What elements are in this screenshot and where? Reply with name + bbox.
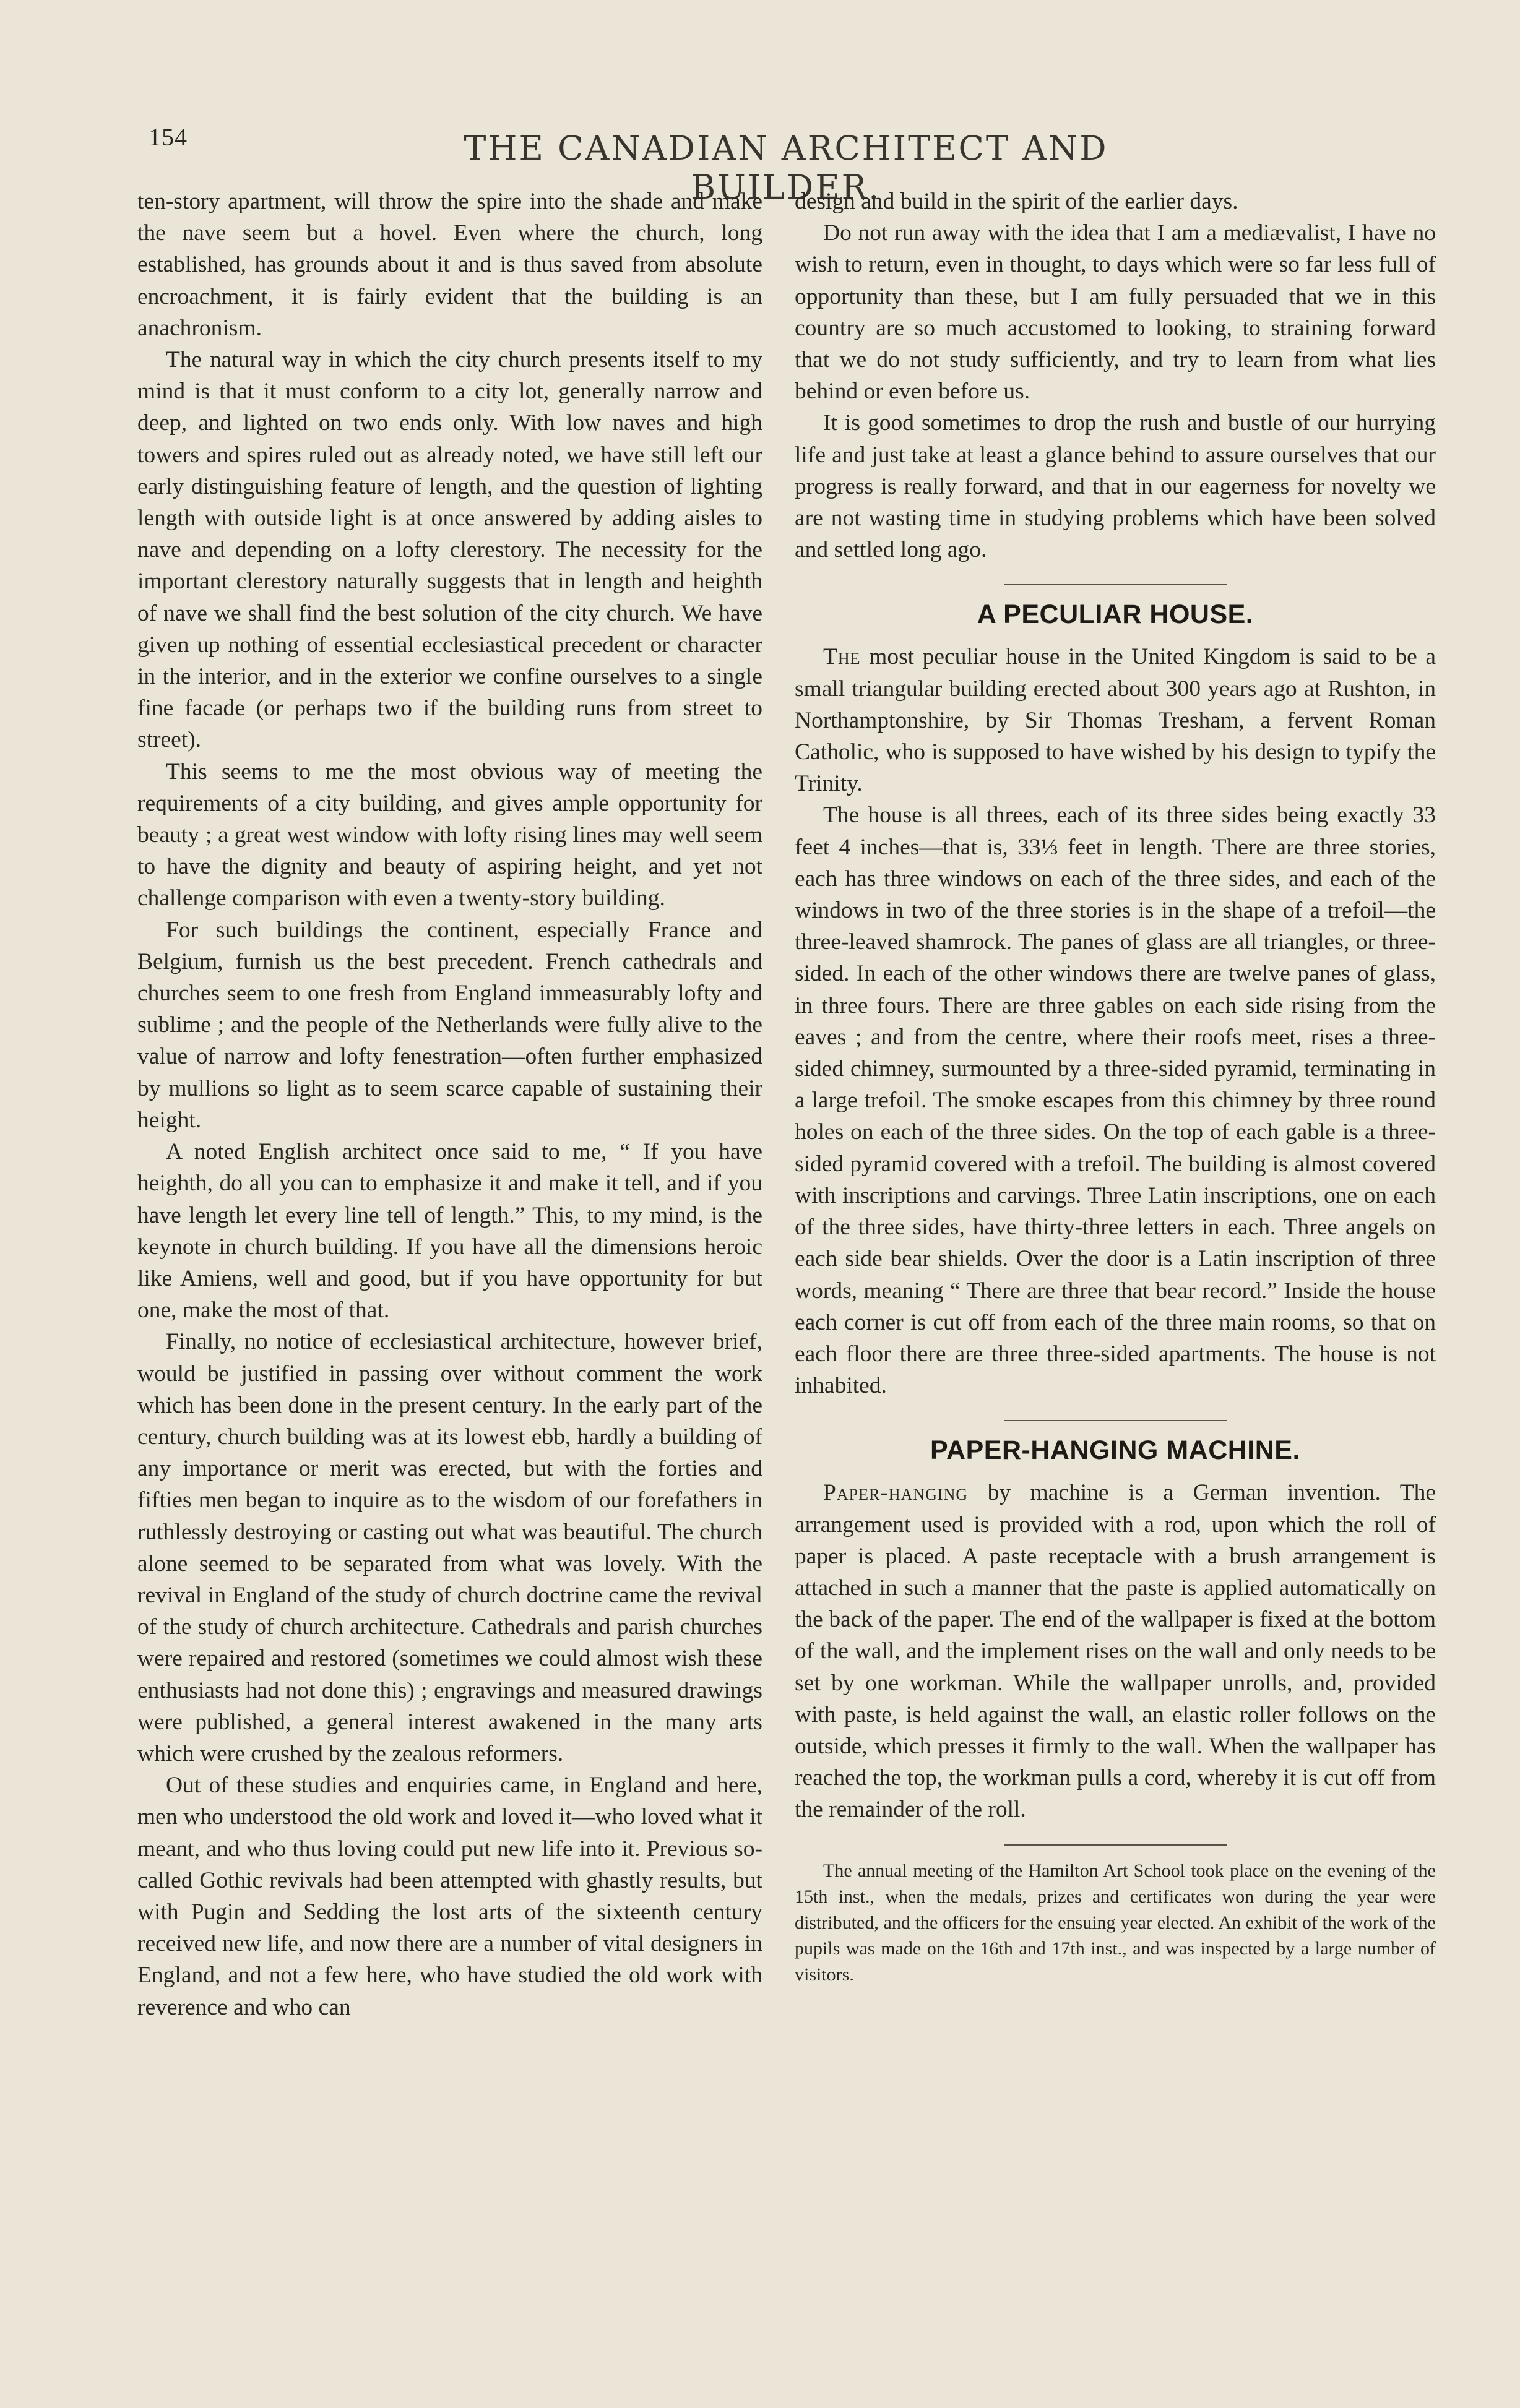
paragraph	[795, 641, 1436, 799]
paragraph: Do not run away with the idea that I am a mediævalist, I have no wish to return, even in thought, to days which were so far less full of opportunity than these, but I am fully persuaded that we in this country are so much accustomed to looking, to straining forward that we do not study sufficiently, and try to learn from what lies behind or even before us.	[795, 220, 1436, 405]
article-heading-peculiar-house: A PECULIAR HOUSE.	[977, 600, 1254, 630]
page-number: 154	[149, 123, 188, 151]
paragraph: The natural way in which the city church presents itself to my mind is that it must conform to a city lot, generally narrow and deep, and lighted on two ends only. With low naves and high towers and spires ruled out as already noted, we have still left our early distinguishing feature of length, and the question of lighting length with outside light is at once answered by adding aisles to nave and depending on a lofty clerestory. The necessity for the important clerestory naturally suggests that in length and heighth of nave we shall find the best solution of the city church. We have given up nothing of essential ecclesiastical precedent or character in the interior, and in the exterior we confine ourselves to a single fine facade (or perhaps two if the building runs from street to street).	[137, 347, 762, 753]
section-divider	[1004, 1844, 1227, 1846]
paragraph	[795, 1477, 1436, 1825]
section-divider	[1004, 1420, 1227, 1421]
lead-in: The	[823, 644, 861, 670]
paragraph: This seems to me the most obvious way of meeting the requirements of a city building, and gives ample opportunity for beauty ; a great west window with lofty rising lines may well seem to have the dignity and beauty of aspiring height, and yet not challenge comparison with even a twenty-story building.	[137, 759, 762, 911]
running-head: THE CANADIAN ARCHITECT AND BUILDER.	[464, 129, 1108, 207]
paragraph: For such buildings the continent, especially France and Belgium, furnish us the best precedent. French cathedrals and churches seem to one fresh from England immeasurably lofty and sublime ; and the people of the Netherlands were fully alive to the value of narrow and lofty fenestration—often further emphasized by mullions so light as to seem scarce capable of sustaining their height.	[137, 917, 762, 1133]
paragraph: design and build in the spirit of the earlier days.	[795, 189, 1238, 214]
paragraph-text: by machine is a German invention. The arrangement used is provided with a rod, upon which the roll of paper is placed. A paste receptacle with a brush arrangement is attached in such a manner that the paste is applied automatically on the back of the paper. The end of the wallpaper is fixed at the bottom of the wall, and the implement rises on the wall and only needs to be set by one workman. While the wallpaper unrolls, and, provided with paste, is held against the wall, an elastic roller follows on the outside, which presses it firmly to the wall. When the wallpaper has reached the top, the workman pulls a cord, whereby it is cut off from the remainder of the roll.	[795, 1480, 1436, 1823]
lead-in: Paper-hanging	[823, 1480, 969, 1506]
left-column	[137, 186, 762, 2023]
article-heading-paper-hanging-machine: PAPER-HANGING MACHINE.	[930, 1435, 1300, 1466]
paragraph: Out of these studies and enquiries came, in England and here, men who understood the old work and loved it—who loved what it meant, and who thus loving could put new life into it. Previous so-called Gothic revivals had been attempted with ghastly results, but with Pugin and Sedding the lost arts of the sixteenth century received new life, and now there are a number of vital designers in England, and not a few here, who have studied the old work with reverence and who can	[137, 1773, 762, 2020]
paragraph: The house is all threes, each of its three sides being exactly 33 feet 4 inches—that is, 33⅓ feet in length. There are three stories, each has three windows on each of the three sides, and each of the windows in two of the three stories is in the shape of a trefoil—the three-leaved shamrock. The panes of glass are all triangles, or three-sided. In each of the other windows there are twelve panes of glass, in three fours. There are three gables on each side rising from the eaves ; and from the centre, where their roofs meet, rises a three-sided chimney, surmounted by a three-sided pyramid, terminating in a large trefoil. The smoke escapes from this chimney by three round holes on each of the three sides. On the top of each gable is a three-sided pyramid covered with a trefoil. The building is almost covered with inscriptions and carvings. Three Latin inscriptions, one on each of the three sides, have thirty-three letters in each. Three angels on each side bear shields. Over the door is a Latin inscription of three words, meaning “ There are three that bear record.” Inside the house each corner is cut off from each of the three main rooms, so that on each floor there are three three-sided apartments. The house is not inhabited.	[795, 802, 1436, 1399]
paragraph: It is good sometimes to drop the rush and bustle of our hurrying life and just take at least a glance behind to assure ourselves that our progress is really forward, and that in our eagerness for novelty we are not wasting time in studying problems which have been solved and settled long ago.	[795, 410, 1436, 563]
paragraph-text: most peculiar house in the United Kingdom is said to be a small triangular building erected about 300 years ago at Rushton, in Northamptonshire, by Sir Thomas Tresham, a fervent Roman Catholic, who is supposed to have wished by his design to typify the Trinity.	[795, 644, 1436, 797]
news-note: The annual meeting of the Hamilton Art School took place on the evening of the 15th inst., when the medals, prizes and certificates won during the year were distributed, and the officers for the ensuing year elected. An exhibit of the work of the pupils was made on the 16th and 17th inst., and was inspected by a large number of visitors.	[795, 1860, 1436, 1985]
paragraph: Finally, no notice of ecclesiastical architecture, however brief, would be justified in passing over without comment the work which has been done in the present century. In the early part of the century, church building was at its lowest ebb, hardly a building of any importance or merit was erected, but with the forties and fifties men began to inquire as to the wisdom of our forefathers in ruthlessly destroying or casting out what was beautiful. The church alone seemed to be separated from what was lovely. With the revival in England of the study of church doctrine came the revival of the study of church architecture. Cathedrals and parish churches were repaired and restored (sometimes we could almost wish these enthusiasts had not done this) ; engravings and measured drawings were published, a general interest awakened in the many arts which were crushed by the zealous reformers.	[137, 1329, 762, 1766]
paragraph: A noted English architect once said to me, “ If you have heighth, do all you can to emphasize it and make it tell, and if you have length let every line tell of length.” This, to my mind, is the keynote in church building. If you have all the dimensions heroic like Amiens, well and good, but if you have opportunity for but one, make the most of that.	[137, 1139, 762, 1323]
section-divider	[1004, 584, 1227, 585]
paragraph: ten-story apartment, will throw the spire into the shade and make the nave seem but a hovel. Even where the church, long established, has grounds about it and is thus saved from absolute encroachment, it is fairly evident that the building is an anachronism.	[137, 189, 762, 341]
right-column	[795, 186, 1436, 1988]
